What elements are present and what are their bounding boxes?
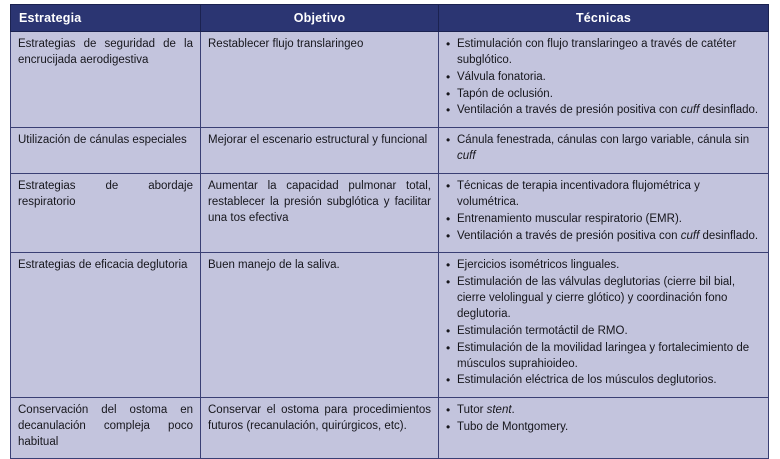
table-row <box>11 128 769 174</box>
column-header-estrategia: Estrategia <box>11 5 201 32</box>
list-item: • Entrenamiento muscular respiratorio (EMR). <box>446 212 761 228</box>
column-header-objetivo: Objetivo <box>201 5 439 32</box>
cell-objetivo: Mejorar el escenario estructural y funcional <box>201 128 439 174</box>
list-item: • Cánula fenestrada, cánulas con largo variable, cánula sin cuff <box>446 133 761 165</box>
tecnicas-list <box>446 403 761 436</box>
italic-term: stent <box>486 404 512 417</box>
list-item: • Ejercicios isométricos linguales. <box>446 258 761 274</box>
cell-tecnicas <box>439 253 769 398</box>
cell-objetivo: Aumentar la capacidad pulmonar total, restablecer la presión subglótica y facilitar una tos efectiva <box>201 174 439 253</box>
list-item: • Estimulación con flujo translaringeo a través de catéter subglótico. <box>446 37 761 69</box>
cell-estrategia: Conservación del ostoma en decanulación compleja poco habitual <box>11 398 201 459</box>
cell-estrategia: Utilización de cánulas especiales <box>11 128 201 174</box>
list-item: • Ventilación a través de presión positiva con cuff desinflado. <box>446 103 761 119</box>
list-item: • Técnicas de terapia incentivadora flujométrica y volumétrica. <box>446 179 761 211</box>
tecnicas-list <box>446 133 761 165</box>
cell-estrategia: Estrategias de eficacia deglutoria <box>11 253 201 398</box>
list-item: • Ventilación a través de presión positiva con cuff desinflado. <box>446 229 761 245</box>
table-header-row <box>11 5 769 32</box>
list-item: • Estimulación de las válvulas deglutorias (cierre bil bial, cierre velolingual y cierre glótico) y coordinación fono deglutoria. <box>446 275 761 323</box>
cell-tecnicas <box>439 398 769 459</box>
cell-objetivo: Conservar el ostoma para procedimientos futuros (recanulación, quirúrgicos, etc). <box>201 398 439 459</box>
table-header <box>11 5 769 32</box>
list-item: • Válvula fonatoria. <box>446 70 761 86</box>
cell-objetivo: Buen manejo de la saliva. <box>201 253 439 398</box>
tecnicas-list <box>446 179 761 244</box>
cell-estrategia: Estrategias de seguridad de la encrucijada aerodigestiva <box>11 32 201 128</box>
list-item: • Tubo de Montgomery. <box>446 420 761 436</box>
list-item: • Estimulación termotáctil de RMO. <box>446 324 761 340</box>
cell-tecnicas <box>439 128 769 174</box>
italic-term: cuff <box>457 150 476 163</box>
table-row <box>11 32 769 128</box>
list-item: • Tapón de oclusión. <box>446 87 761 103</box>
cell-tecnicas <box>439 32 769 128</box>
list-item: • Tutor stent. <box>446 403 761 419</box>
italic-term: cuff <box>680 229 700 242</box>
table-body <box>11 32 769 459</box>
list-item: • Estimulación eléctrica de los músculos deglutorios. <box>446 373 761 389</box>
strategy-table <box>10 4 769 459</box>
list-item: • Estimulación de la movilidad laringea y fortalecimiento de músculos suprahioideo. <box>446 341 761 373</box>
table-row <box>11 253 769 398</box>
tecnicas-list <box>446 258 761 389</box>
cell-objetivo: Restablecer flujo translaringeo <box>201 32 439 128</box>
italic-term: cuff <box>680 104 700 117</box>
column-header-tecnicas: Técnicas <box>439 5 769 32</box>
table-row <box>11 398 769 459</box>
table-row <box>11 174 769 253</box>
tecnicas-list <box>446 37 761 119</box>
cell-estrategia: Estrategias de abordaje respiratorio <box>11 174 201 253</box>
strategy-table-container <box>10 4 768 459</box>
cell-tecnicas <box>439 174 769 253</box>
